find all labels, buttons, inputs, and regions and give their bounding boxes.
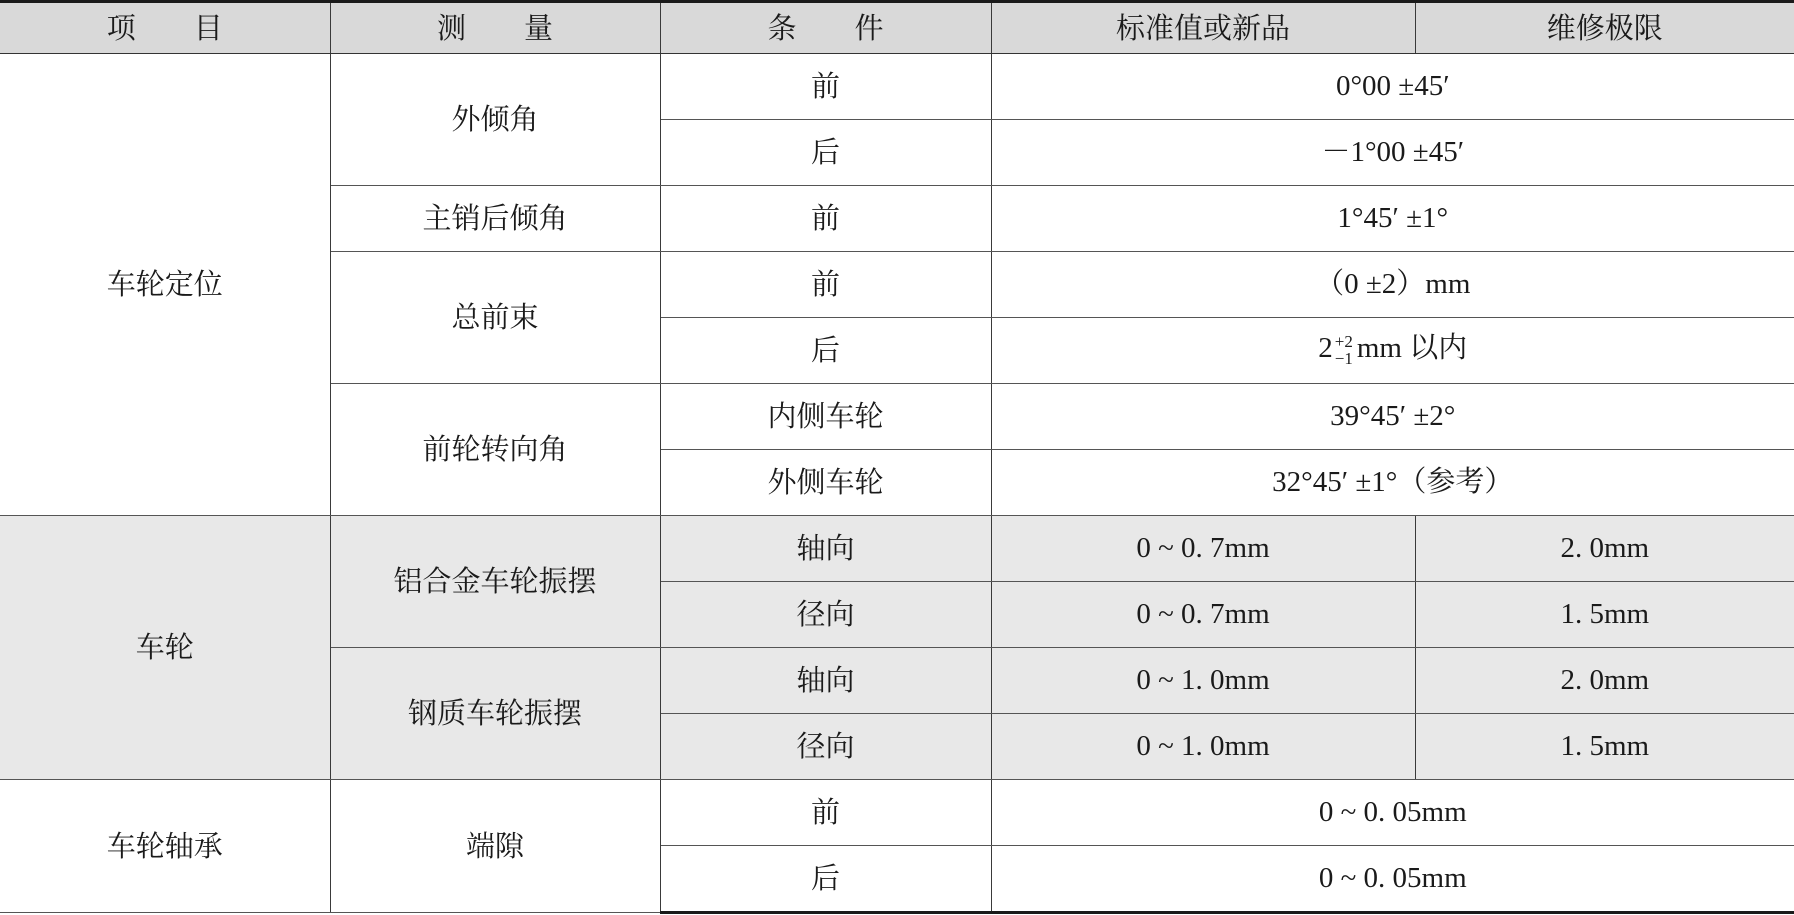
standard-value-cell: 0°00 ±45′ xyxy=(991,54,1794,120)
table-header-row xyxy=(0,2,1794,54)
item-cell: 车轮定位 xyxy=(0,54,330,516)
limit-value-cell: 2. 0mm xyxy=(1415,648,1794,714)
tolerance-stack xyxy=(1335,334,1353,366)
standard-value-cell: 1°45′ ±1° xyxy=(991,186,1794,252)
condition-cell: 前 xyxy=(660,252,991,318)
condition-cell: 内侧车轮 xyxy=(660,384,991,450)
standard-value-cell: －1°00 ±45′ xyxy=(991,120,1794,186)
item-cell: 车轮轴承 xyxy=(0,780,330,913)
item-cell: 车轮 xyxy=(0,516,330,780)
condition-cell: 后 xyxy=(660,120,991,186)
standard-value-cell: 0 ~ 0. 7mm xyxy=(991,516,1415,582)
table-row xyxy=(0,780,1794,846)
standard-value-cell: 39°45′ ±2° xyxy=(991,384,1794,450)
condition-cell: 轴向 xyxy=(660,648,991,714)
measure-cell: 铝合金车轮振摆 xyxy=(330,516,660,648)
condition-cell: 前 xyxy=(660,54,991,120)
condition-cell: 前 xyxy=(660,780,991,846)
condition-cell: 轴向 xyxy=(660,516,991,582)
measure-cell: 前轮转向角 xyxy=(330,384,660,516)
tolerance-upper: +2 xyxy=(1334,332,1353,352)
header-item: 项 目 xyxy=(0,2,330,54)
condition-cell: 后 xyxy=(660,318,991,384)
header-measure: 测 量 xyxy=(330,2,660,54)
table-row xyxy=(0,54,1794,120)
tolerance-lower: −1 xyxy=(1334,348,1353,368)
condition-cell: 外侧车轮 xyxy=(660,450,991,516)
limit-value-cell: 1. 5mm xyxy=(1415,714,1794,780)
standard-value-cell: （0 ±2）mm xyxy=(991,252,1794,318)
measure-cell: 外倾角 xyxy=(330,54,660,186)
tolerance-base: 2 xyxy=(1318,332,1333,365)
condition-cell: 前 xyxy=(660,186,991,252)
condition-cell: 径向 xyxy=(660,714,991,780)
header-limit: 维修极限 xyxy=(1415,2,1794,54)
standard-value-cell: 0 ~ 0. 05mm xyxy=(991,780,1794,846)
measure-cell: 端隙 xyxy=(330,780,660,913)
limit-value-cell: 2. 0mm xyxy=(1415,516,1794,582)
standard-value-cell: 32°45′ ±1°（参考） xyxy=(991,450,1794,516)
measure-cell: 总前束 xyxy=(330,252,660,384)
standard-value-cell: 0 ~ 0. 7mm xyxy=(991,582,1415,648)
measure-cell: 主销后倾角 xyxy=(330,186,660,252)
header-standard: 标准值或新品 xyxy=(991,2,1415,54)
standard-value-cell: 0 ~ 1. 0mm xyxy=(991,648,1415,714)
condition-cell: 径向 xyxy=(660,582,991,648)
table-row xyxy=(0,516,1794,582)
tolerance-suffix: mm 以内 xyxy=(1356,332,1468,365)
measure-cell: 钢质车轮振摆 xyxy=(330,648,660,780)
standard-value-cell xyxy=(991,318,1794,384)
standard-value-cell: 0 ~ 1. 0mm xyxy=(991,714,1415,780)
condition-cell: 后 xyxy=(660,846,991,913)
limit-value-cell: 1. 5mm xyxy=(1415,582,1794,648)
standard-value-cell: 0 ~ 0. 05mm xyxy=(991,846,1794,913)
header-condition: 条 件 xyxy=(660,2,991,54)
